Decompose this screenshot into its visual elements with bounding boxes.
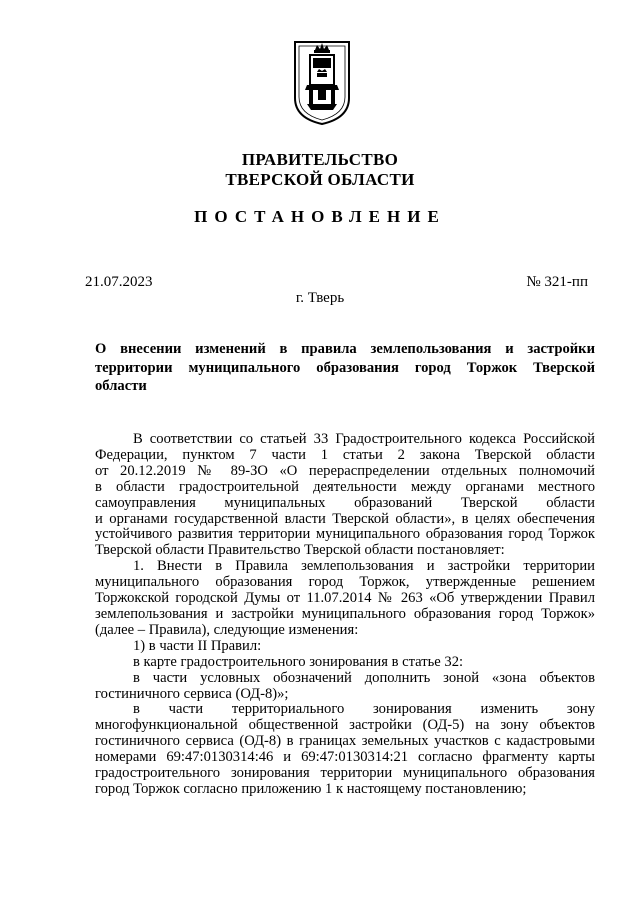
body-line: градостроительного зонирования территории муниципального образования	[95, 765, 595, 782]
body-line: устойчивого развития территории муниципального образования город Торжок	[95, 526, 595, 543]
body-line: в части территориального зонирования изменить зону	[133, 701, 595, 718]
body-line: землепользования и застройки муниципального образования город Торжок»	[95, 605, 595, 622]
organization-line-2: ТВЕРСКОЙ ОБЛАСТИ	[225, 170, 415, 189]
body-line: номерами 69:47:0130314:46 и 69:47:0130314:21 согласно фрагменту карты	[95, 749, 595, 766]
coat-of-arms-icon	[293, 40, 351, 126]
body-line: самоуправления муниципальных образований Тверской области	[95, 494, 595, 511]
body-line: в области градостроительной деятельности между органами местного	[95, 478, 595, 495]
document-date: 21.07.2023	[85, 274, 153, 290]
body-line: город Торжок согласно приложению 1 к настоящему постановлению;	[95, 780, 527, 797]
body-line: гостиничного сервиса (ОД-8)»;	[95, 685, 289, 702]
body-line: в карте градостроительного зонирования в статье 32:	[133, 653, 464, 670]
document-number: № 321-пп	[526, 274, 588, 290]
body-line: в части условных обозначений дополнить зоной «зона объектов	[133, 669, 595, 686]
body-line: многофункциональной общественной застройки (ОД-5) на зону объектов	[95, 717, 595, 734]
document-title	[95, 340, 595, 396]
body-line: Федерации, пунктом 7 части 1 статьи 2 закона Тверской области	[95, 446, 595, 463]
body-line: 1. Внести в Правила землепользования и застройки территории	[133, 558, 595, 575]
document-type: ПОСТАНОВЛЕНИЕ	[194, 207, 446, 226]
body-line: (далее – Правила), следующие изменения:	[95, 621, 359, 638]
body-line: гостиничного сервиса (ОД-8) в границах земельных участков с кадастровыми	[95, 733, 595, 750]
body-line: и органами государственной власти Тверской области», в целях обеспечения	[95, 510, 595, 527]
title-line: территории муниципального образования город Торжок Тверской	[95, 359, 595, 376]
body-line: В соответствии со статьей 33 Градостроительного кодекса Российской	[133, 431, 595, 447]
document-body	[95, 432, 595, 798]
organization-line-1: ПРАВИТЕЛЬСТВО	[241, 150, 399, 169]
document-city: г. Тверь	[295, 290, 345, 306]
body-line: муниципального образования город Торжок, утвержденные решением	[95, 574, 595, 591]
body-line: Тверской области Правительство Тверской области постановляет:	[95, 542, 505, 559]
body-line: Торжокской городской Думы от 11.07.2014 № 263 «Об утверждении Правил	[95, 590, 595, 607]
title-line: О внесении изменений в правила землепользования и застройки	[95, 341, 595, 357]
title-line: области	[95, 378, 147, 394]
body-line: 1) в части II Правил:	[133, 637, 262, 654]
body-line: от 20.12.2019 № 89-ЗО «О перераспределении отдельных полномочий	[95, 462, 595, 479]
